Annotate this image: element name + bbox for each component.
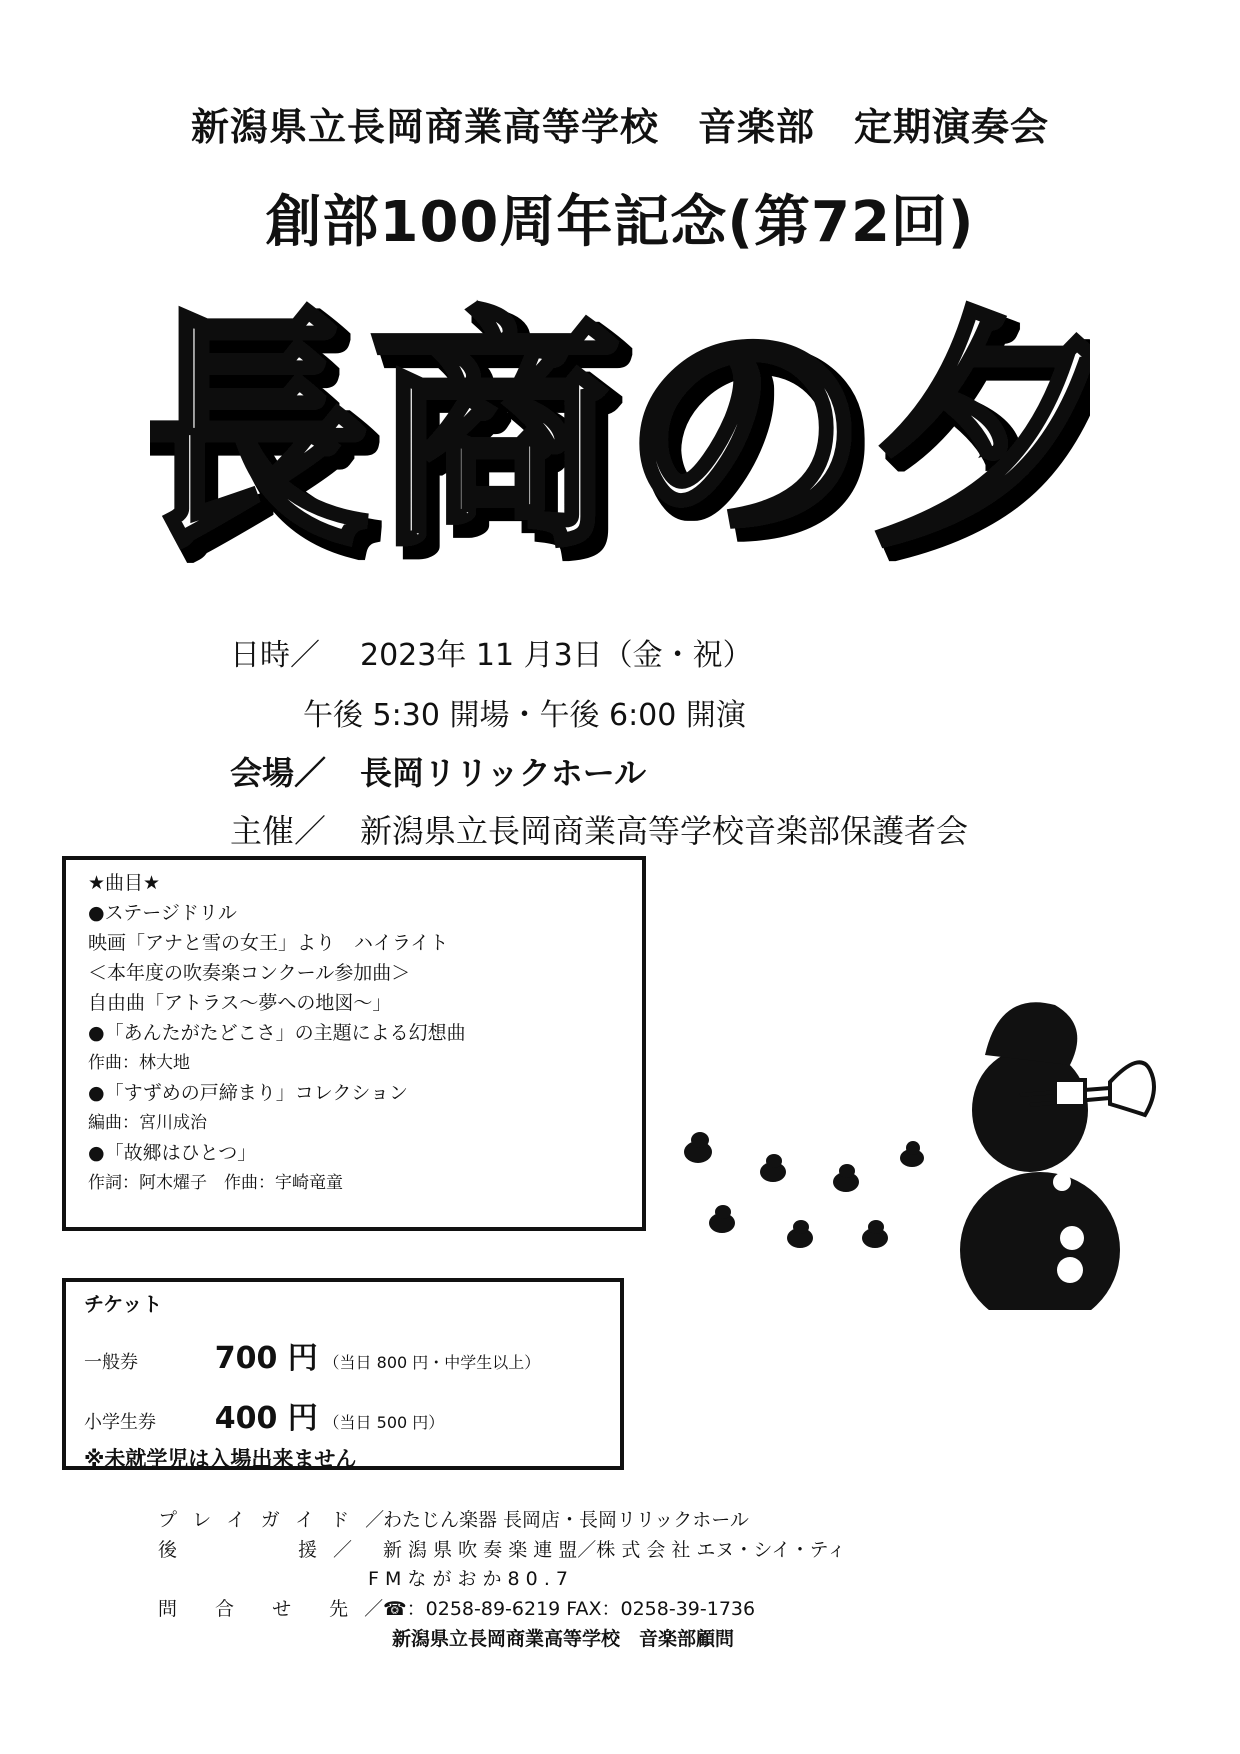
contact-row [158, 1594, 755, 1621]
contact-value: ☎：0258-89-6219 FAX：0258-39-1736 [383, 1598, 756, 1620]
venue-row [230, 748, 646, 794]
program-line: 映画「アナと雪の女王」より ハイライト [88, 932, 449, 954]
ticket-heading: チケット [84, 1292, 163, 1316]
program-box [62, 856, 646, 1231]
ticket-child-row [84, 1393, 602, 1437]
program-line: ●「あんたがたどこさ」の主題による幻想曲 [88, 1022, 466, 1044]
title-text: 長商の夕 [150, 285, 1090, 579]
event-title [150, 255, 1090, 585]
ticket-general-row [84, 1333, 602, 1377]
snowman-trumpet-icon [670, 980, 1190, 1310]
venue-label: 会場／ [230, 754, 327, 792]
program-line: 作曲：林大地 [88, 1053, 190, 1073]
host-value: 新潟県立長岡商業高等学校音楽部保護者会 [360, 812, 969, 850]
bird-icons [684, 1132, 924, 1248]
program-line: 編曲：宮川成治 [88, 1113, 207, 1133]
event-subtitle: 新潟県立長岡商業高等学校 音楽部 定期演奏会 [190, 105, 1049, 149]
playguide-value: わたじん楽器 長岡店・長岡リリックホール [383, 1509, 749, 1531]
program-line: 作詞：阿木燿子 作曲：宇崎竜童 [88, 1173, 343, 1193]
ticket-child-note: （当日 500 円） [323, 1413, 445, 1432]
support-value-2: F M な が お か 8 0 . 7 [368, 1568, 568, 1590]
program-heading: ★曲目★ [88, 872, 161, 894]
support-row [158, 1535, 846, 1562]
date-row [230, 630, 753, 674]
ticket-warning: ※未就学児は入場出来ません [84, 1447, 357, 1471]
contact-value-2: 新潟県立長岡商業高等学校 音楽部顧問 [392, 1628, 735, 1650]
program-line: ＜本年度の吹奏楽コンクール参加曲＞ [88, 962, 411, 984]
ticket-child-label: 小学生券 [84, 1412, 156, 1433]
program-line: ●「すずめの戸締まり」コレクション [88, 1082, 409, 1104]
snowman [960, 1002, 1120, 1310]
playguide-row [158, 1505, 749, 1532]
contact-label: 問 合 せ 先／ [158, 1598, 400, 1620]
ticket-general-price: 700 円 [214, 1341, 318, 1376]
support-value: 新 潟 県 吹 奏 楽 連 盟／株 式 会 社 エヌ・シイ・ティ [383, 1539, 846, 1561]
time-value: 午後 5:30 開場・午後 6:00 開演 [303, 698, 746, 733]
title-lettering [150, 255, 1090, 585]
anniversary-heading: 創部100周年記念(第72回) [265, 190, 975, 255]
ticket-general-label: 一般券 [84, 1352, 138, 1373]
ticket-child-price: 400 円 [214, 1401, 318, 1436]
ticket-general-note: （当日 800 円・中学生以上） [323, 1353, 541, 1372]
host-label: 主催／ [230, 812, 327, 850]
program-line: ●「故郷はひとつ」 [88, 1142, 257, 1164]
support-label: 後 援／ [158, 1539, 369, 1561]
program-line: 自由曲「アトラス～夢への地図～」 [88, 992, 392, 1014]
playguide-label: プレイガイド／ [158, 1509, 401, 1531]
program-line: ●ステージドリル [88, 902, 237, 924]
host-row [230, 806, 968, 852]
date-label: 日時／ [230, 638, 320, 673]
date-value: 2023年 11 月3日（金・祝） [360, 638, 753, 673]
trumpet-player-illustration [670, 980, 1190, 1310]
venue-value: 長岡リリックホール [360, 754, 647, 792]
ticket-box [62, 1278, 624, 1470]
